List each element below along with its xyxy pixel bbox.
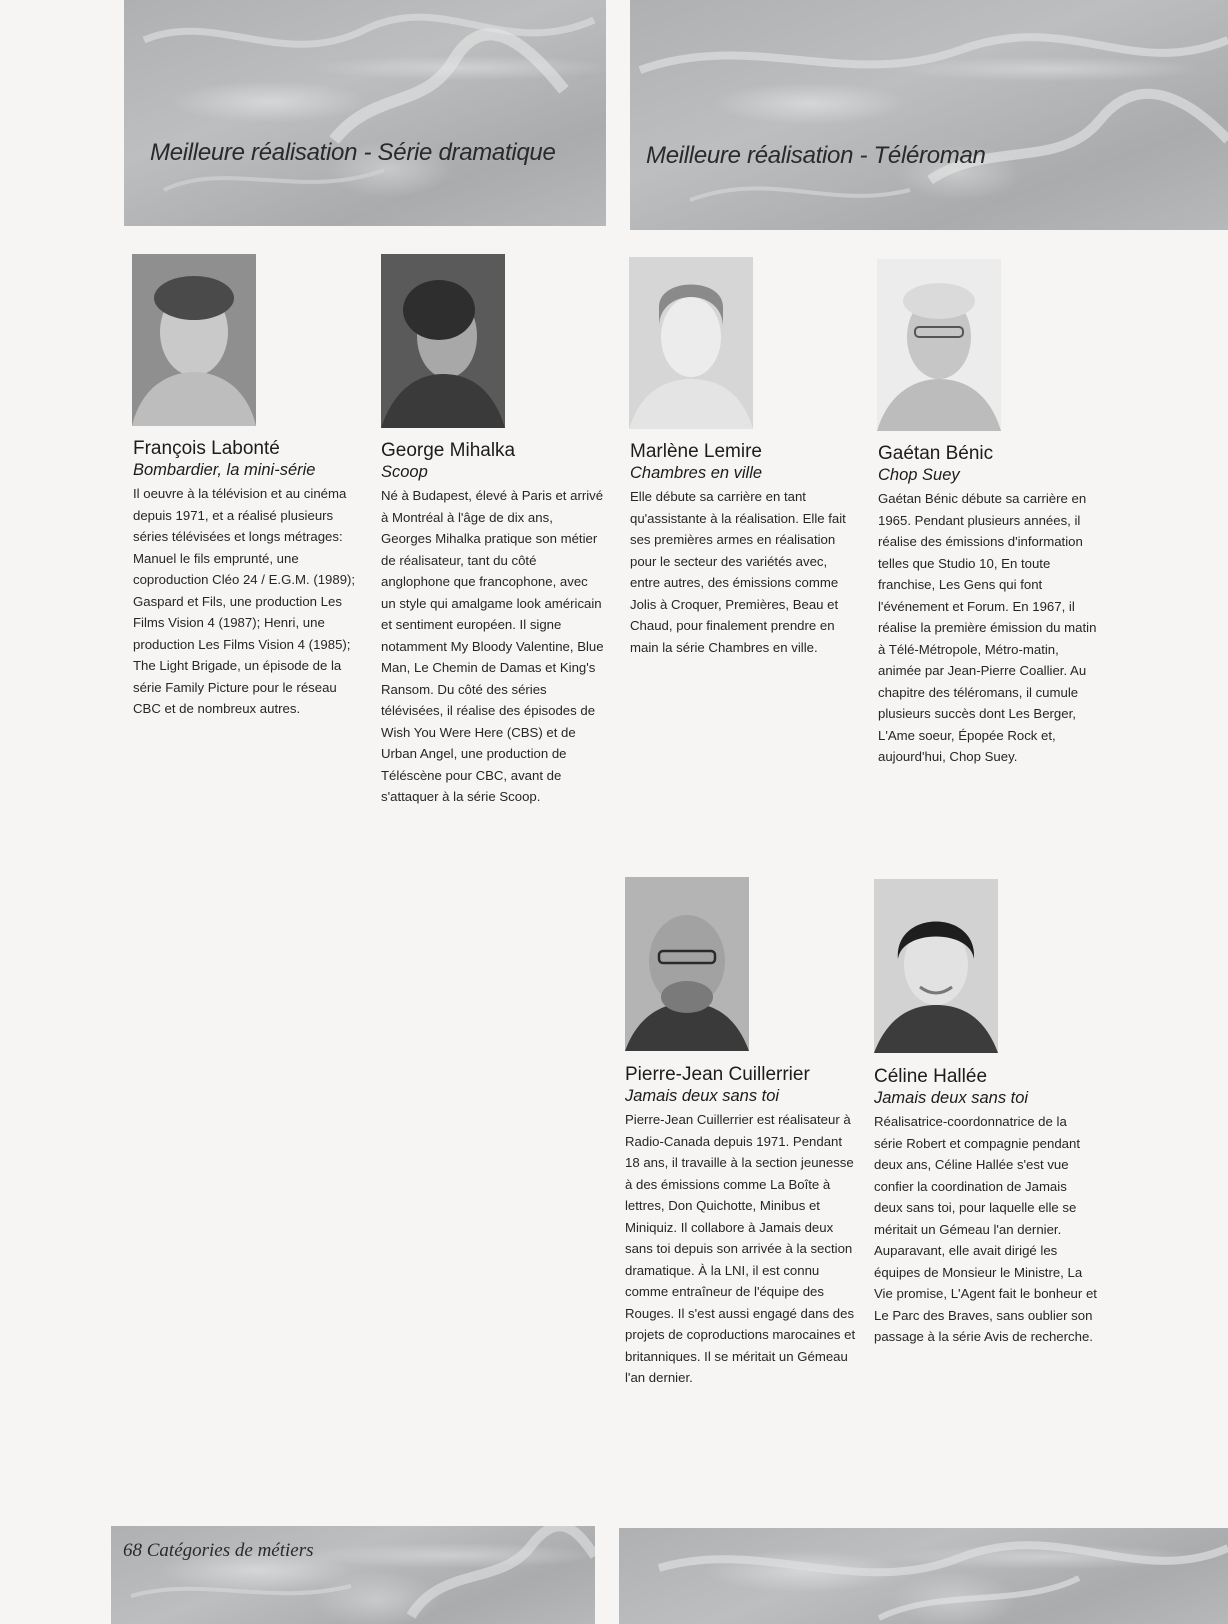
nominee-bio: Il oeuvre à la télévision et au cinéma depuis 1971, et a réalisé plusieurs séries télévisées et longs métrages: Manuel le fils emprunté, une coproduction Cléo 24 / E.G.M. (1989); Gaspard et Fils, une production Les Films Vision 4 (1987); Henri, une production Les Films Vision 4 (1985); The Light Brigade, un épisode de la série Family Picture pour le réseau CBC et de nombreux autres. — [133, 486, 356, 716]
nominee-card — [625, 1064, 860, 1389]
header-banner-left — [124, 0, 606, 226]
footer-banner-right — [619, 1528, 1228, 1624]
portrait-photo — [629, 257, 753, 429]
nominee-name: Marlène Lemire — [630, 441, 762, 462]
nominee-show: Chambres en ville — [630, 464, 763, 482]
nominee-name: Pierre-Jean Cuillerrier — [625, 1064, 810, 1085]
nominee-bio: Né à Budapest, élevé à Paris et arrivé à Montréal à l'âge de dix ans, Georges Mihalka pratique son métier de réalisateur, tant du côté anglophone que francophone, avec un style qui amalgame look américain et sentiment européen. Il signe notamment My Bloody Valentine, Blue Man, Le Chemin de Damas et King's Ransom. Du côté des séries télévisées, il réalise des épisodes de Wish You Were Here (CBS) et de Urban Angel, une production de Téléscène pour CBC, avant de s'attaquer à la série Scoop. — [381, 488, 604, 804]
category-title-right: Meilleure réalisation - Téléroman — [646, 142, 986, 169]
nominee-name: Gaétan Bénic — [878, 443, 994, 464]
portrait-photo — [877, 259, 1001, 431]
nominee-card — [630, 441, 855, 658]
nominee-card — [874, 1066, 1099, 1348]
brush-texture — [619, 1528, 1228, 1624]
nominee-bio: Réalisatrice-coordonnatrice de la série Robert et compagnie pendant deux ans, Céline Hallée s'est vue confier la coordination de Jamais deux sans toi, pour laquelle elle se méritait un Gémeau l'an dernier. Auparavant, elle avait dirigé les équipes de Monsieur le Ministre, La Vie promise, L'Agent fait le bonheur et Le Parc des Braves, sans oublier son passage à la série Avis de recherche. — [874, 1114, 1097, 1344]
portrait-silhouette — [381, 254, 505, 428]
portrait-silhouette — [629, 257, 753, 429]
brush-texture — [630, 0, 1228, 230]
portrait-photo — [132, 254, 256, 426]
nominee-card — [381, 440, 606, 808]
page-footer-label: 68 Catégories de métiers — [123, 1540, 314, 1561]
portrait-photo — [625, 877, 749, 1051]
portrait-silhouette — [132, 254, 256, 426]
nominee-bio: Elle débute sa carrière en tant qu'assistante à la réalisation. Elle fait ses premières armes en réalisation pour le secteur des variétés avec, entre autres, des émissions comme Jolis à Croquer, Premières, Beau et Chaud, pour finalement prendre en main la série Chambres en ville. — [630, 489, 846, 655]
nominee-show: Scoop — [381, 463, 428, 481]
brush-texture — [124, 0, 606, 226]
nominee-show: Bombardier, la mini-série — [133, 461, 316, 479]
nominee-show: Chop Suey — [878, 466, 960, 484]
header-banner-right — [630, 0, 1228, 230]
category-title-left: Meilleure réalisation - Série dramatique — [150, 139, 556, 166]
nominee-bio: Gaétan Bénic débute sa carrière en 1965. Pendant plusieurs années, il réalise des émissions d'information telles que Studio 10, En toute franchise, Les Gens qui font l'événement et Forum. En 1967, il réalise la première émission du matin à Télé-Métropole, Métro-matin, animée par Jean-Pierre Coallier. Au chapitre des téléromans, il cumule plusieurs succès dont Les Berger, L'Ame soeur, Épopée Rock et, aujourd'hui, Chop Suey. — [878, 491, 1097, 764]
nominee-show: Jamais deux sans toi — [874, 1089, 1029, 1107]
nominee-card — [878, 443, 1103, 768]
portrait-photo — [381, 254, 505, 428]
portrait-silhouette — [625, 877, 749, 1051]
portrait-photo — [874, 879, 998, 1053]
portrait-silhouette — [874, 879, 998, 1053]
nominee-name: François Labonté — [133, 438, 280, 459]
nominee-name: Céline Hallée — [874, 1066, 988, 1087]
portrait-silhouette — [877, 259, 1001, 431]
nominee-show: Jamais deux sans toi — [625, 1087, 780, 1105]
nominee-bio: Pierre-Jean Cuillerrier est réalisateur à Radio-Canada depuis 1971. Pendant 18 ans, il travaille à la section jeunesse à des émissions comme La Boîte à lettres, Don Quichotte, Minibus et Miniquiz. Il collabore à Jamais deux sans toi depuis son arrivée à la section dramatique. À la LNI, il est connu comme entraîneur de l'équipe des Rouges. Il s'est aussi engagé dans des projets de coproductions marocaines et britanniques. Il se méritait un Gémeau l'an dernier. — [625, 1112, 856, 1385]
footer-banner-left — [111, 1526, 595, 1624]
nominee-card — [133, 438, 358, 720]
nominee-name: George Mihalka — [381, 440, 516, 461]
